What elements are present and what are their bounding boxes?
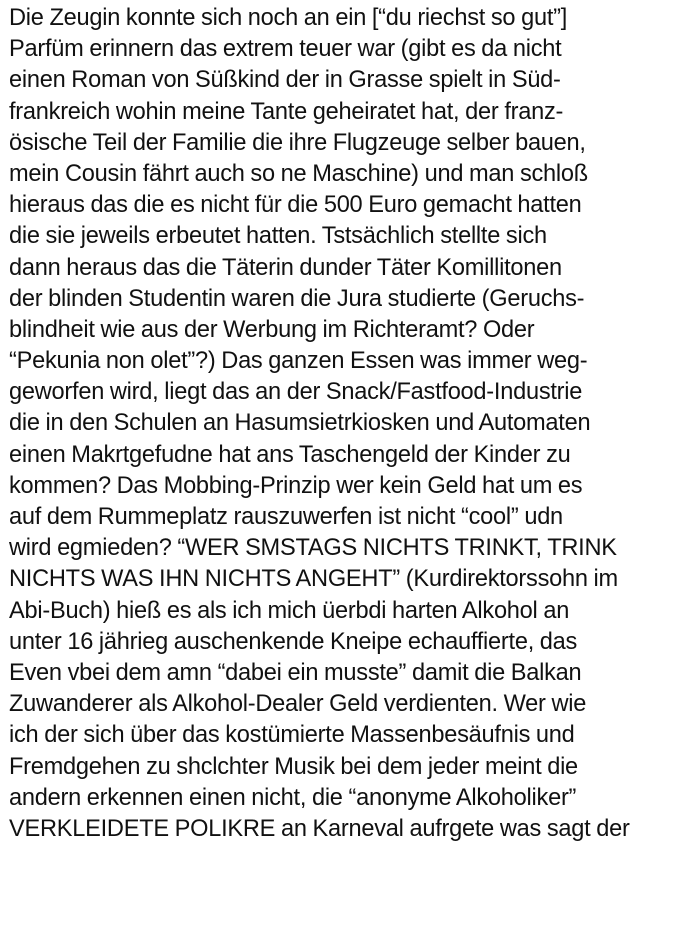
text-line: dann heraus das die Täterin dunder Täter Komillitonen xyxy=(9,254,562,281)
text-line: auf dem Rummeplatz rauszuwerfen ist nicht “cool” udn xyxy=(9,504,563,530)
text-line: einen Roman von Süßkind der in Grasse spielt in Süd- xyxy=(9,67,561,94)
text-line: einen Makrtgefudne hat ans Taschengeld der Kinder zu xyxy=(9,441,571,468)
text-line: die sie jeweils erbeutet hatten. Tstsächlich stellte sich xyxy=(9,223,547,250)
text-line: Parfüm erinnern das extrem teuer war (gibt es da nicht xyxy=(9,36,562,63)
text-line: andern erkennen einen nicht, die “anonyme Alkoholiker” xyxy=(9,784,577,811)
text-line: der blinden Studentin waren die Jura studierte (Geruchs- xyxy=(9,285,585,312)
text-line: mein Cousin fährt auch so ne Maschine) und man schloß xyxy=(9,160,588,187)
text-line: “Pekunia non olet”?) Das ganzen Essen was immer weg- xyxy=(9,348,588,375)
document-text xyxy=(9,3,679,845)
text-line: unter 16 jährieg auschenkende Kneipe echauffierte, das xyxy=(9,628,578,655)
text-line: NICHTS WAS IHN NICHTS ANGEHT” (Kurdirektorssohn im xyxy=(9,566,618,593)
text-line: VERKLEIDETE POLIKRE an Karneval aufrgete was sagt der xyxy=(9,815,630,842)
text-line: ösische Teil der Familie die ihre Flugzeuge selber bauen, xyxy=(9,129,586,156)
text-line: Die Zeugin konnte sich noch an ein [“du riechst so gut”] xyxy=(9,5,568,31)
text-line: blindheit wie aus der Werbung im Richteramt? Oder xyxy=(9,316,535,343)
text-line: hieraus das die es nicht für die 500 Euro gemacht hatten xyxy=(9,192,582,219)
text-line: geworfen wird, liegt das an der Snack/Fastfood-Industrie xyxy=(9,379,583,406)
text-line: Zuwanderer als Alkohol-Dealer Geld verdienten. Wer wie xyxy=(9,691,587,718)
text-line: die in den Schulen an Hasumsietrkiosken und Automaten xyxy=(9,410,591,437)
text-line: wird egmieden? “WER SMSTAGS NICHTS TRINKT, TRINK xyxy=(9,535,617,562)
text-line: Even vbei dem amn “dabei ein musste” damit die Balkan xyxy=(9,659,582,686)
text-line: Fremdgehen zu shclchter Musik bei dem jeder meint die xyxy=(9,753,578,780)
text-line: kommen? Das Mobbing-Prinzip wer kein Geld hat um es xyxy=(9,472,583,499)
text-line: Abi-Buch) hieß es als ich mich üerbdi harten Alkohol an xyxy=(9,597,570,624)
text-line: frankreich wohin meine Tante geheiratet hat, der franz- xyxy=(9,98,564,125)
text-line: ich der sich über das kostümierte Massenbesäufnis und xyxy=(9,722,575,749)
